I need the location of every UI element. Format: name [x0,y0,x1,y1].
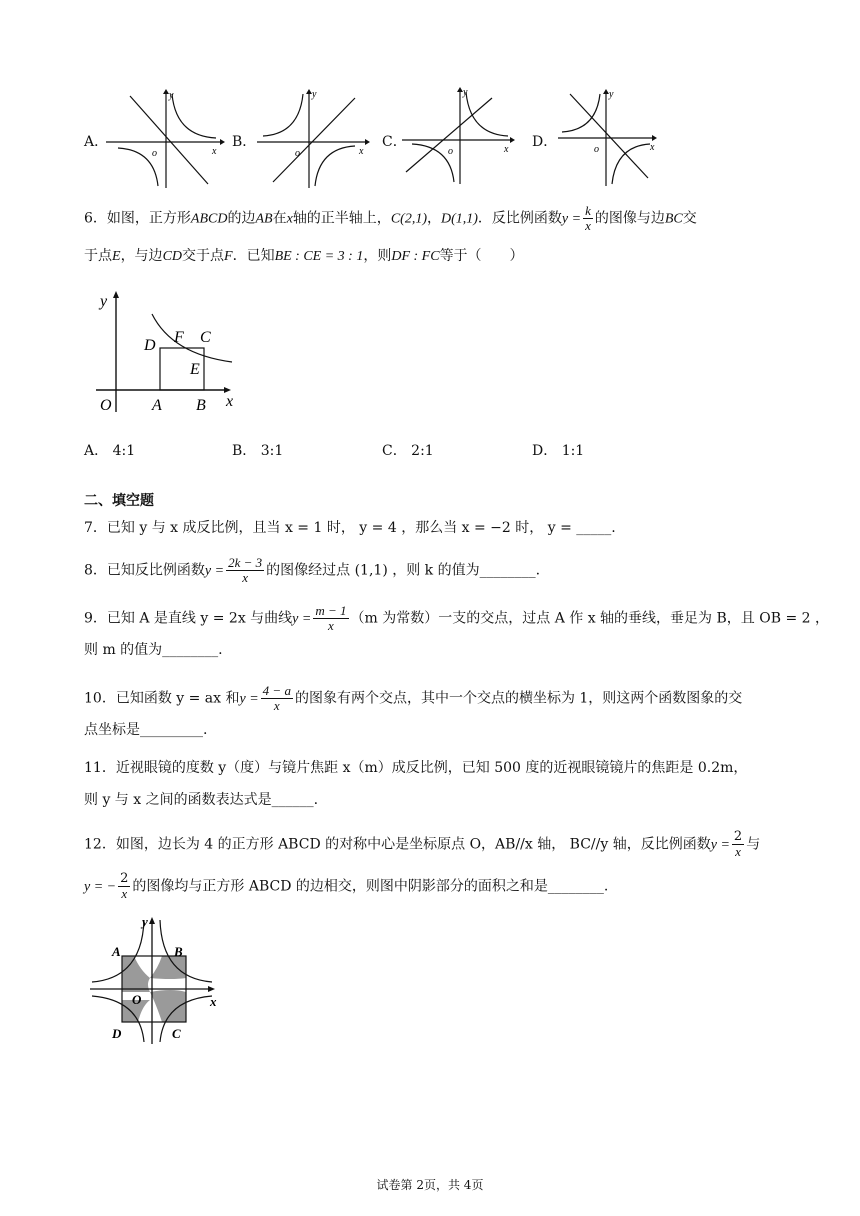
q6-text: 等于（ ） [439,248,524,264]
q9-fraction [313,604,348,633]
q5-option-c-label: C． [382,134,407,150]
fraction-denominator: x [121,886,128,901]
q8-text: 的图像经过点 (1,1) ，则 k 的值为________. [266,562,541,579]
q10-text: 的图象有两个交点，其中一个交点的横坐标为 1，则这两个函数图象的交 [294,690,743,707]
q6-fig-y: y [100,293,108,310]
q6-figure [88,288,248,416]
q6-bc: BC [664,211,683,227]
q10-line-1 [84,684,742,713]
q12-fig-c: C [172,1026,181,1041]
q10-fraction [261,684,293,713]
q6-fig-c: C [200,329,211,346]
q6-option-a [84,440,135,460]
q12-y2-eq: y = − [84,879,117,895]
q6-point-d: D(1,1) [440,211,478,227]
q6-abcd: ABCD [190,211,228,227]
q5-graph-a [104,88,226,190]
option-label: B． [232,443,257,459]
q5-graph-d [556,86,666,188]
q12-fig-d: D [112,1026,122,1041]
graph-b-y-label: y [312,89,317,100]
q6-fig-o: O [100,397,112,414]
fraction-numerator: 2 [733,829,743,844]
option-value: 1:1 [561,443,585,459]
q8-fraction [226,556,264,585]
q6-option-c [382,440,434,460]
q6-y-eq: y = [561,211,582,227]
q6-text: ，则 [363,248,392,264]
fraction-numerator: 4 − a [262,683,291,698]
option-label: A． [84,443,109,459]
q12-fig-o: O [132,992,142,1007]
fraction-denominator: x [242,570,248,585]
q12-fig-a: A [112,944,121,959]
graph-c-x-label: x [504,144,509,155]
q6-point-c: C(2,1) [390,211,427,227]
q6-dffc: DF : FC [391,249,440,264]
graph-a-y-label: y [169,90,174,101]
q9-line-1 [84,604,829,633]
fraction-denominator: x [585,218,591,233]
q5-option-d-label: D． [532,134,558,150]
q6-text: ．已知 [232,248,275,264]
q11-line-1: 11．近视眼镜的度数 y（度）与镜片焦距 x（m）成反比例，已知 500 度的近视眼镜镜片的焦距是 0.2m， [84,760,748,776]
q6-fraction [583,204,593,233]
q6-cd: CD [162,249,183,264]
q10-text: 10．已知函数 y = ax 和 [84,690,240,707]
q9-line-2: 则 m 的值为________. [84,642,223,658]
graph-a-x-label: x [212,146,217,157]
fraction-numerator: 2k − 3 [228,555,263,570]
q6-fig-a: A [152,397,162,414]
option-label: C． [382,443,407,459]
fraction-denominator: x [328,618,334,633]
q5-option-a-label: A． [84,134,109,150]
q12-figure [86,914,226,1046]
q6-e: E [112,249,121,264]
option-value: 4:1 [112,443,136,459]
q6-text: 交于点 [182,248,225,264]
q6-text: ，与边 [120,248,163,264]
q8-line [84,556,540,585]
graph-c-y-label: y [463,87,468,98]
q8-text: 8．已知反比例函数 [84,562,205,579]
q5-graph-c [400,84,522,186]
q12-fraction-2 [118,872,130,901]
q12-y1-eq: y = [710,837,730,853]
q6-text: 交 [682,210,697,227]
fraction-denominator: x [273,698,280,713]
q12-line-2 [84,872,608,901]
q6-text: 轴的正半轴上， [292,210,391,227]
q12-text: 的图像均与正方形 ABCD 的边相交，则图中阴影部分的面积之和是________. [132,878,609,895]
q12-fig-y: y [142,914,148,929]
q6-ab: AB [255,211,273,227]
q6-text: 于点 [84,248,112,264]
graph-b-origin-label: o [295,148,300,159]
option-label: D． [532,443,558,459]
graph-d-y-label: y [609,89,614,100]
q11-line-2: 则 y 与 x 之间的函数表达式是______. [84,792,319,808]
q6-line-2 [84,246,524,267]
q12-text: 12．如图，边长为 4 的正方形 ABCD 的对称中心是坐标原点 O，AB//x 轴， BC//y 轴，反比例函数 [84,836,711,853]
q9-text: （m 为常数）一支的交点，过点 A 作 x 轴的垂线，垂足为 B，且 OB = 2 ， [350,610,829,627]
graph-d-origin-label: o [594,144,599,155]
q6-option-b [232,440,283,460]
q10-line-2: 点坐标是_________. [84,722,208,738]
q6-text: ．反比例函数 [477,210,562,227]
q6-fig-f: F [174,329,184,346]
q12-line-1 [84,830,760,859]
q6-ratio: BE : CE = 3 : 1 [274,249,364,264]
q9-y-eq: y = [292,611,312,627]
q7-line: 7．已知 y 与 x 成反比例，且当 x = 1 时， y = 4 ，那么当 x = −2 时， y = _____. [84,520,616,536]
fraction-denominator: x [735,844,741,859]
graph-c-origin-label: o [448,146,453,157]
q6-fig-x: x [226,393,234,410]
q8-y-eq: y = [204,563,225,579]
graph-d-x-label: x [650,142,655,153]
q12-text: 与 [746,836,761,853]
q6-option-d [532,440,584,460]
q10-y-eq: y = [239,691,259,707]
q6-f: F [224,249,233,264]
q12-fraction-1 [732,830,744,859]
q6-text: ， [426,210,441,227]
graph-a-origin-label: o [152,148,157,159]
page-footer: 试卷第 2页，共 4页 [376,1178,484,1192]
q6-number: 6． [84,210,107,227]
q6-text: 如图，正方形 [106,210,191,227]
q6-text: 在 [272,210,287,227]
q6-fig-d: D [144,337,156,354]
q9-text: 9．已知 A 是直线 y = 2x 与曲线 [84,610,293,627]
fraction-numerator: m − 1 [315,603,347,618]
q6-line-1 [84,204,697,233]
option-value: 3:1 [260,443,284,459]
q12-fig-x: x [210,994,217,1009]
option-value: 2:1 [411,443,434,459]
q6-fig-b: B [196,397,206,414]
graph-b-x-label: x [359,146,364,157]
fraction-numerator: k [585,203,591,218]
section-title: 二、填空题 [84,493,154,509]
q5-graph-b [255,86,377,190]
q6-text: 的图像与边 [594,210,665,227]
q12-fig-b: B [174,944,183,959]
q6-fig-e: E [190,361,200,378]
q5-option-b-label: B． [232,134,257,150]
q6-x: x [286,211,293,227]
fraction-numerator: 2 [120,871,129,886]
q6-text: 的边 [227,210,256,227]
